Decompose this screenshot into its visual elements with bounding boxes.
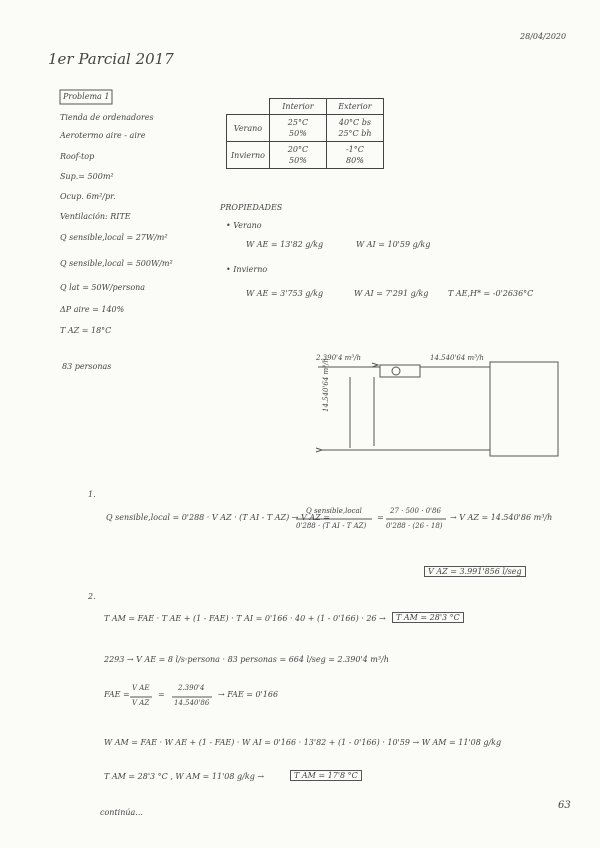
given-item: Ventilación: RITE: [60, 212, 131, 221]
given-item: Aerotermo aire - aire: [60, 131, 146, 140]
problem-label: Problema 1: [63, 92, 110, 101]
given-item: Ocup. 6m²/pr.: [60, 192, 116, 201]
fae-num2: 2.390'4: [178, 684, 205, 692]
invierno-label: • Invierno: [226, 265, 268, 274]
invierno-w-ai: W AI = 7'291 g/kg: [354, 289, 429, 298]
season-verano: Verano: [227, 115, 270, 142]
fae-num: V AE: [132, 684, 150, 692]
page-title: 1er Parcial 2017: [48, 50, 174, 68]
persons: 83 personas: [62, 362, 112, 371]
eq1: Q sensible,local = 0'288 · V AZ · (T AI - T AZ) → V AZ =: [106, 513, 330, 522]
given-item: ΔP aire = 140%: [60, 305, 125, 314]
eq1b: =: [377, 513, 384, 522]
frac1-num: Q sensible,local: [306, 507, 362, 515]
inlet-arrow-icon: [372, 363, 378, 367]
frac1-den: 0'288 · (T AI - T AZ): [296, 522, 367, 530]
boxed-result-3: T AM = 17'8 °C: [290, 770, 362, 781]
given-item: Q sensible,local = 500W/m²: [60, 259, 173, 268]
eq4: W AM = FAE · W AE + (1 - FAE) · W AI = 0'166 · 13'82 + (1 - 0'166) · 10'59 → W AM = 11'08 g/kg: [104, 738, 502, 747]
given-item: Roof-top: [60, 152, 95, 161]
given-item: T AZ = 18°C: [60, 326, 112, 335]
step2-number: 2.: [88, 592, 96, 601]
boxed-result-1: V AZ = 3.991'856 l/seg: [424, 566, 526, 577]
fan-icon: [392, 367, 400, 375]
fae-den2: 14.540'86: [174, 699, 210, 707]
given-item: Q lat = 50W/persona: [60, 283, 146, 292]
given-item: Sup.= 500m²: [60, 172, 114, 181]
return-arrow-icon: [316, 448, 322, 452]
flow-right-label: 14.540'64 m³/h: [430, 354, 484, 362]
verano-label: • Verano: [226, 221, 262, 230]
invierno-w-ae: W AE = 3'753 g/kg: [246, 289, 324, 298]
fae-eq: =: [158, 690, 165, 699]
fae-result: → FAE = 0'166: [218, 690, 279, 699]
conditions-table: Interior Exterior Verano 25°C 50% 40°C bs 25°C bh Invierno 20°C 50% -1°C 80%: [226, 98, 384, 169]
footer-note: continúa...: [100, 808, 143, 817]
date: 28/04/2020: [520, 32, 567, 41]
verano-w-ai: W AI = 10'59 g/kg: [356, 240, 431, 249]
eq5: T AM = 28'3 °C , W AM = 11'08 g/kg →: [104, 772, 265, 781]
fae-den: V AZ: [132, 699, 150, 707]
fae-lhs: FAE =: [104, 690, 130, 699]
properties-heading: PROPIEDADES: [220, 203, 283, 212]
given-item: Tienda de ordenadores: [60, 113, 154, 122]
step1-number: 1.: [88, 490, 96, 499]
frac2-den: 0'288 · (26 - 18): [386, 522, 443, 530]
eq3: 2293 → V AE = 8 l/s·persona · 83 personas = 664 l/seg = 2.390'4 m³/h: [104, 655, 389, 664]
eq2: T AM = FAE · T AE + (1 - FAE) · T AI = 0'166 · 40 + (1 - 0'166) · 26 →: [104, 614, 386, 623]
season-invierno: Invierno: [227, 142, 270, 169]
flow-left-label: 2.390'4 m³/h: [316, 354, 361, 362]
flow-vertical-label: 14.540'64 m³/h: [322, 358, 330, 412]
store-box: [490, 362, 558, 456]
eq1-result: → V AZ = 14.540'86 m³/h: [450, 513, 553, 522]
invierno-t: T AE,H* = -0'2636°C: [448, 289, 534, 298]
verano-w-ae: W AE = 13'82 g/kg: [246, 240, 324, 249]
page-number: 63: [558, 800, 571, 811]
header-exterior: Exterior: [326, 99, 383, 115]
header-interior: Interior: [269, 99, 326, 115]
boxed-result-2: T AM = 28'3 °C: [392, 612, 464, 623]
given-item: Q sensible,local = 27W/m²: [60, 233, 168, 242]
frac2-num: 27 · 500 · 0'86: [390, 507, 441, 515]
